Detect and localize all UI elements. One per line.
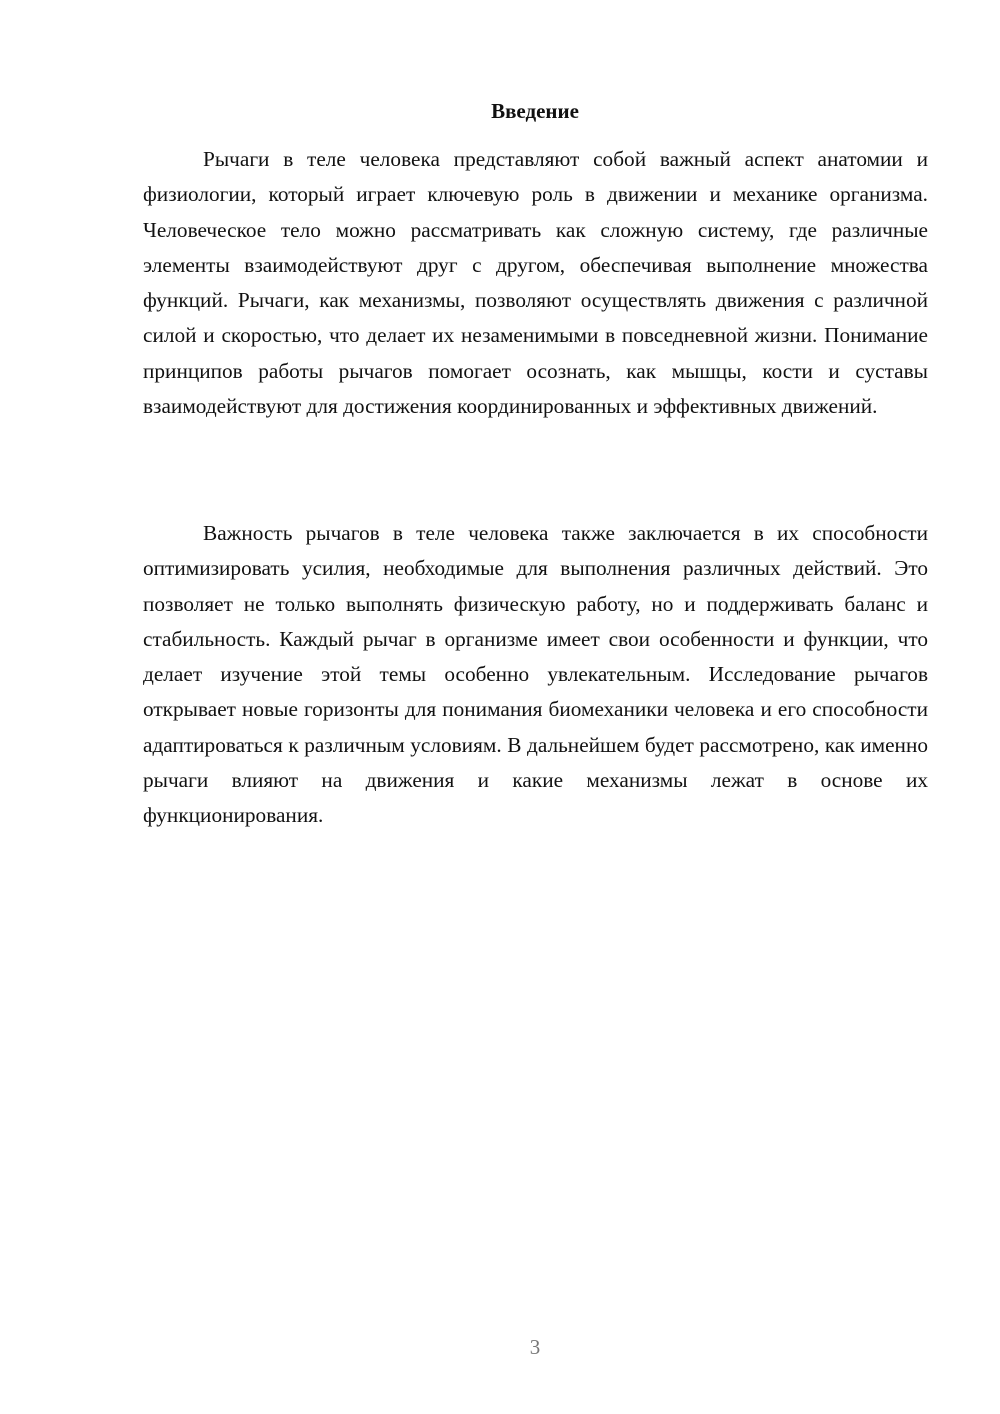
page-number: 3 <box>529 1335 541 1359</box>
paragraph-2: Важность рычагов в теле человека также заключается в их способности оптимизировать усилия, необходимые для выполнения различных действий. Это позволяет не только выполнять физическую работу, но и поддерживать баланс и стабильность. Каждый рычаг в организме имеет свои особенности и функции, что делает изучение этой темы особенно увлекательным. Исследование рычагов открывает новые горизонты для понимания биомеханики человека и его способности адаптироваться к различным условиям. В дальнейшем будет рассмотрено, как именно рычаги влияют на движения и какие механизмы лежат в основе их функционирования. <box>143 521 928 828</box>
paragraph-1: Рычаги в теле человека представляют собой важный аспект анатомии и физиологии, который играет ключевую роль в движении и механике организма. Человеческое тело можно рассматривать как сложную систему, где различные элементы взаимодействуют друг с другом, обеспечивая выполнение множества функций. Рычаги, как механизмы, позволяют осуществлять движения с различной силой и скоростью, что делает их незаменимыми в повседневной жизни. Понимание принципов работы рычагов помогает осознать, как мышцы, кости и суставы взаимодействуют для достижения координированных и эффективных движений. <box>143 147 928 419</box>
page-title: Введение <box>491 99 579 123</box>
